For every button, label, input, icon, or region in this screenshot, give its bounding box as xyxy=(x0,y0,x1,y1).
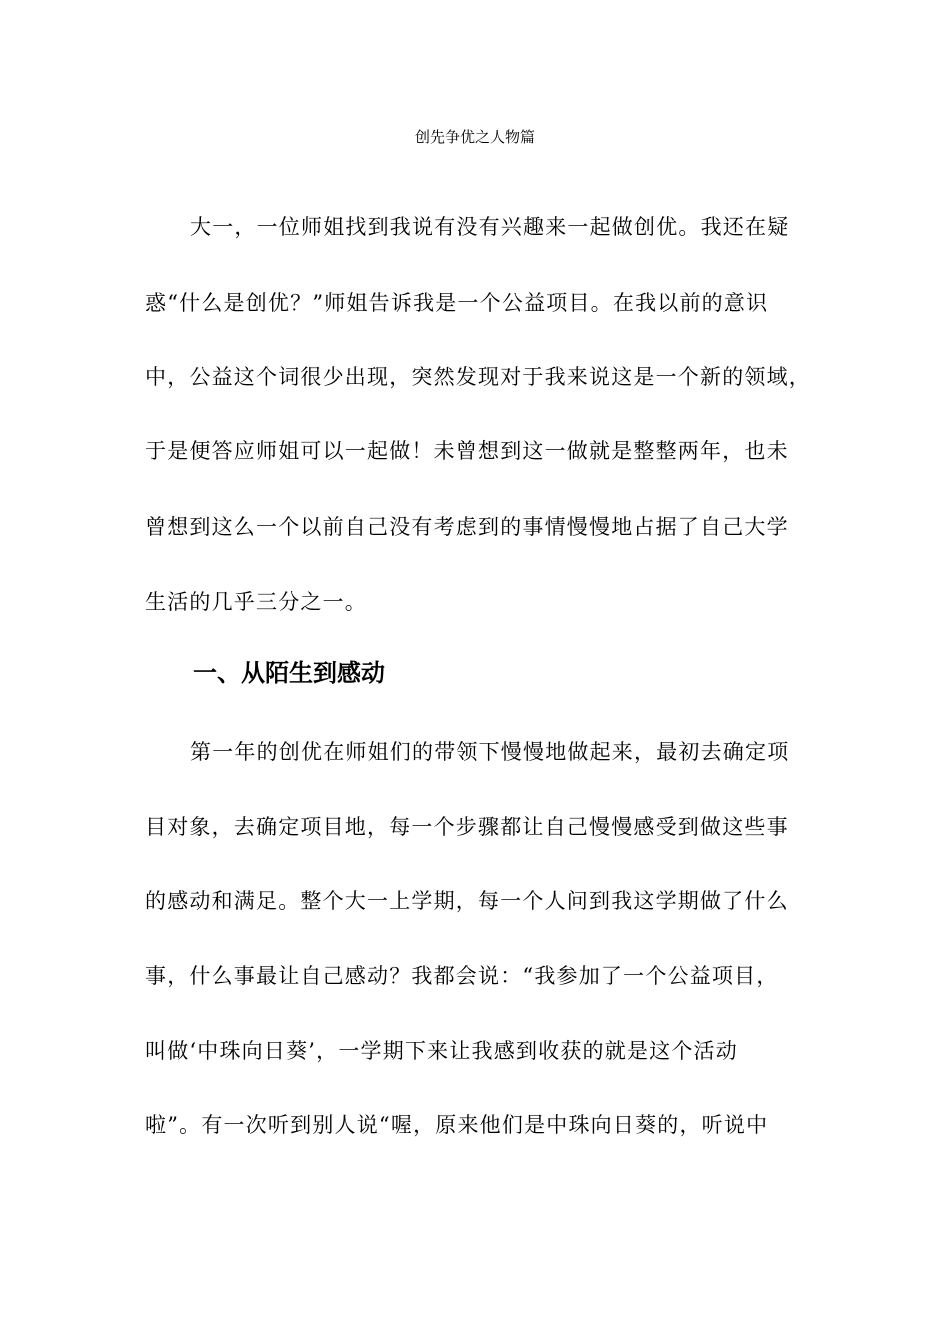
paragraph-line: 第一年的创优在师姐们的带领下慢慢地做起来，最初去确定项 xyxy=(190,740,790,764)
paragraph-line: 事，什么事最让自己感动？我都会说：“我参加了一个公益项目， xyxy=(145,964,779,988)
paragraph-line: 啦”。有一次听到别人说“喔，原来他们是中珠向日葵的，听说中 xyxy=(145,1113,769,1137)
paragraph-line: 于是便答应师姐可以一起做！未曾想到这一做就是整整两年，也未 xyxy=(145,439,789,463)
paragraph-line: 惑“什么是创优？”师姐告诉我是一个公益项目。在我以前的意识 xyxy=(145,291,769,315)
paragraph-line: 中，公益这个词很少出现，突然发现对于我来说这是一个新的领域， xyxy=(145,365,811,389)
paragraph-line: 曾想到这么一个以前自己没有考虑到的事情慢慢地占据了自己大学 xyxy=(145,515,789,539)
paragraph-line: 生活的几乎三分之一。 xyxy=(145,590,367,614)
paragraph-line: 叫做‘中珠向日葵’，一学期下来让我感到收获的就是这个活动 xyxy=(145,1039,738,1063)
paragraph-line: 的感动和满足。整个大一上学期，每一个人问到我这学期做了什么 xyxy=(145,889,789,913)
paragraph-line: 大一，一位师姐找到我说有没有兴趣来一起做创优。我还在疑 xyxy=(190,215,790,239)
paragraph-line: 目对象，去确定项目地，每一个步骤都让自己慢慢感受到做这些事 xyxy=(145,815,789,839)
section-heading: 一、从陌生到感动 xyxy=(193,659,385,687)
page-title: 创先争优之人物篇 xyxy=(414,128,535,146)
